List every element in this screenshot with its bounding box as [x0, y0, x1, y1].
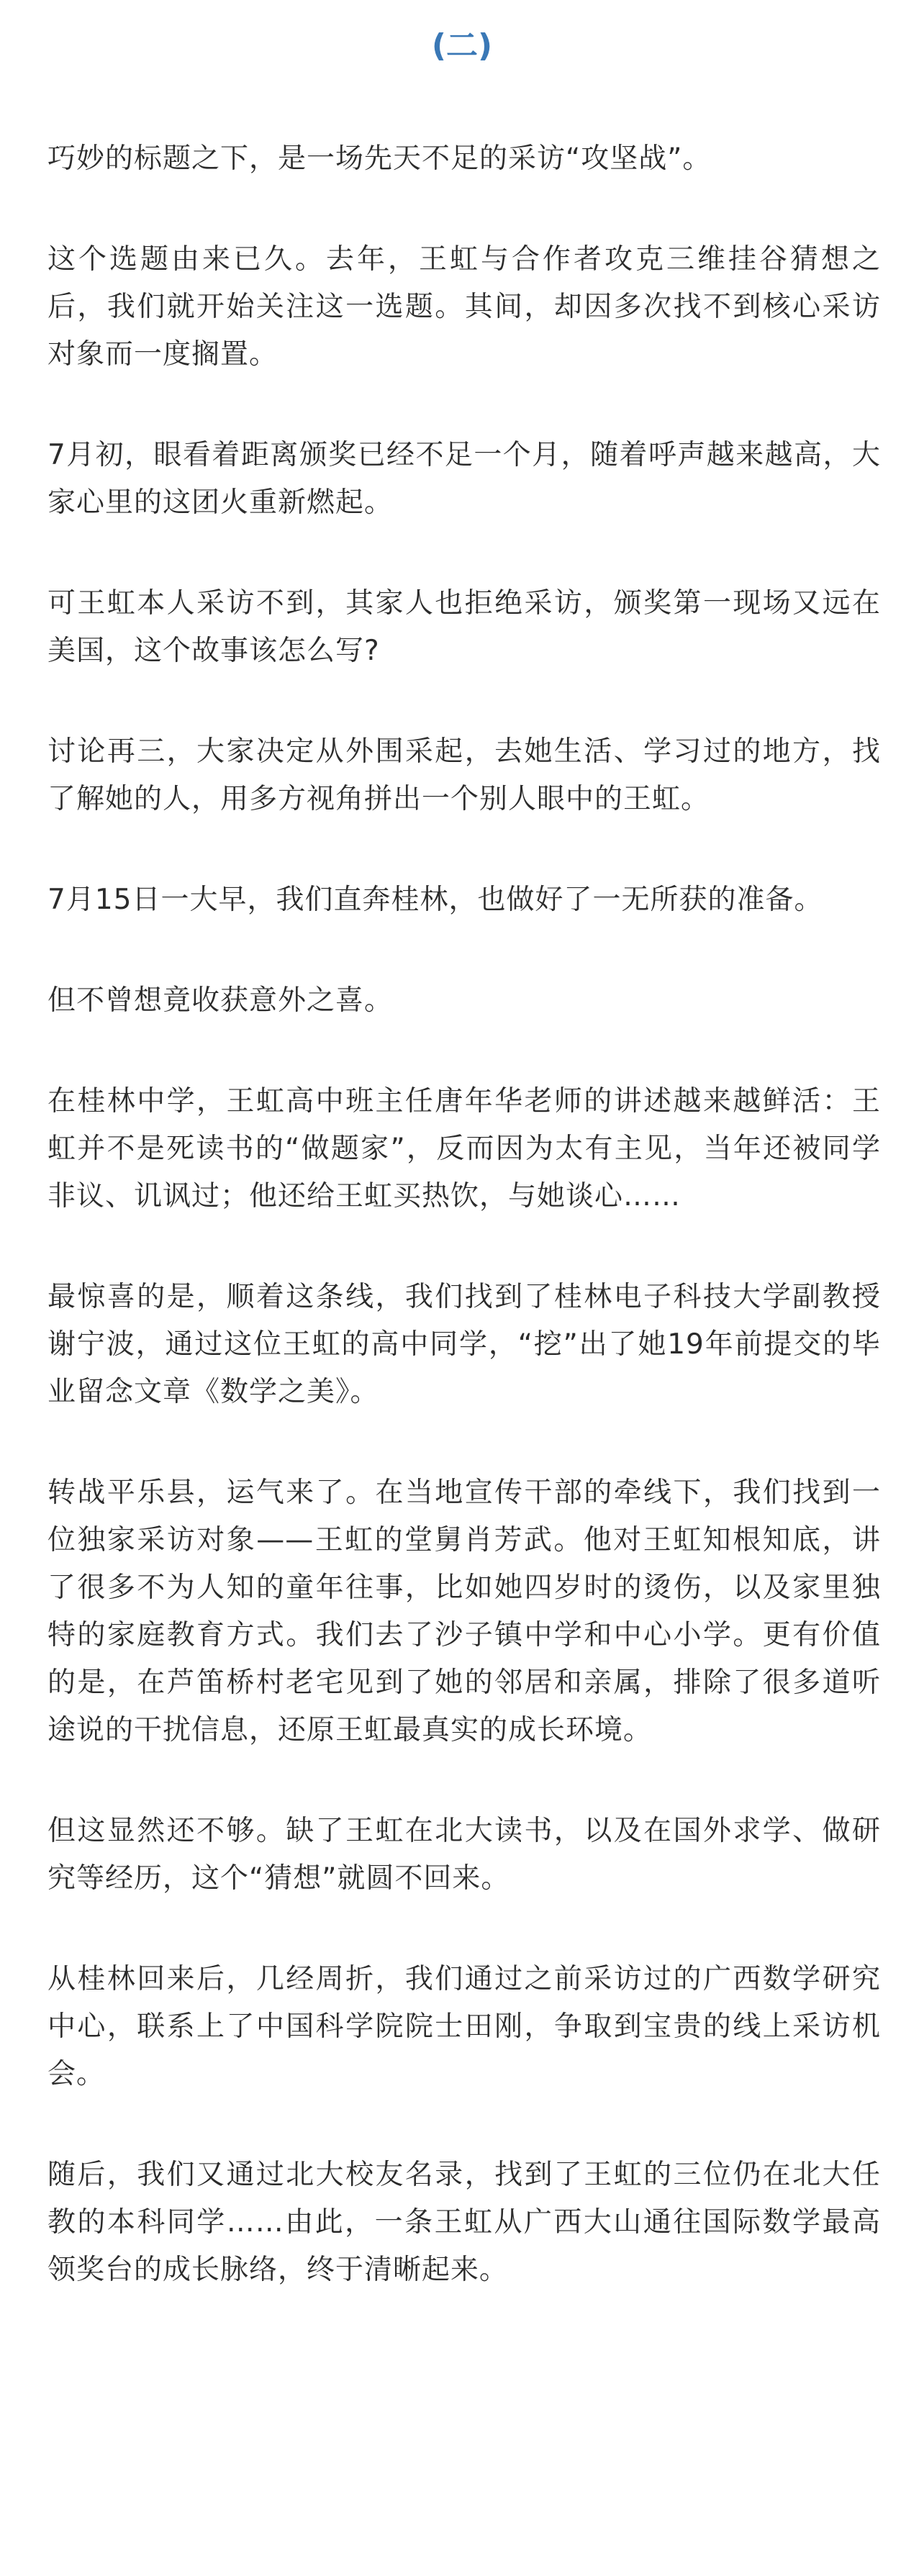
- paragraph: 但这显然还不够。缺了王虹在北大读书，以及在国外求学、做研究等经历，这个“猜想”就圆不回来。: [47, 1815, 881, 1895]
- paragraph: 随后，我们又通过北大校友名录，找到了王虹的三位仍在北大任教的本科同学……由此，一条王虹从广西大山通往国际数学最高领奖台的成长脉络，终于清晰起来。: [47, 2159, 881, 2286]
- section-heading: (二): [431, 27, 493, 64]
- paragraph: 7月15日一大早，我们直奔桂林，也做好了一无所获的准备。: [47, 884, 823, 916]
- paragraph: 讨论再三，大家决定从外围采起，去她生活、学习过的地方，找了解她的人，用多方视角拼出一个别人眼中的王虹。: [47, 735, 881, 815]
- paragraph: 可王虹本人采访不到，其家人也拒绝采访，颁奖第一现场又远在美国，这个故事该怎么写?: [47, 587, 881, 667]
- paragraph: 这个选题由来已久。去年，王虹与合作者攻克三维挂谷猜想之后，我们就开始关注这一选题。其间，却因多次找不到核心采访对象而一度搁置。: [47, 243, 881, 371]
- paragraph: 从桂林回来后，几经周折，我们通过之前采访过的广西数学研究中心，联系上了中国科学院院士田刚，争取到宝贵的线上采访机会。: [47, 1963, 881, 2090]
- paragraph: 7月初，眼看着距离颁奖已经不足一个月，随着呼声越来越高，大家心里的这团火重新燃起。: [47, 439, 881, 519]
- paragraph: 巧妙的标题之下，是一场先天不足的采访“攻坚战”。: [47, 142, 712, 175]
- article-body: [47, 135, 881, 2347]
- paragraph: 最惊喜的是，顺着这条线，我们找到了桂林电子科技大学副教授谢宁波，通过这位王虹的高中同学，“挖”出了她19年前提交的毕业留念文章《数学之美》。: [47, 1281, 881, 1408]
- paragraph: 转战平乐县，运气来了。在当地宣传干部的牵线下，我们找到一位独家采访对象——王虹的堂舅肖芳武。他对王虹知根知底，讲了很多不为人知的童年往事，比如她四岁时的烫伤，以及家里独特的家庭教育方式。我们去了沙子镇中学和中心小学。更有价值的是，在芦笛桥村老宅见到了她的邻居和亲属，排除了很多道听途说的干扰信息，还原王虹最真实的成长环境。: [47, 1477, 881, 1746]
- paragraph: 但不曾想竟收获意外之喜。: [47, 984, 394, 1017]
- paragraph: 在桂林中学，王虹高中班主任唐年华老师的讲述越来越鲜活：王虹并不是死读书的“做题家”，反而因为太有主见，当年还被同学非议、讥讽过；他还给王虹买热饮，与她谈心……: [47, 1085, 881, 1212]
